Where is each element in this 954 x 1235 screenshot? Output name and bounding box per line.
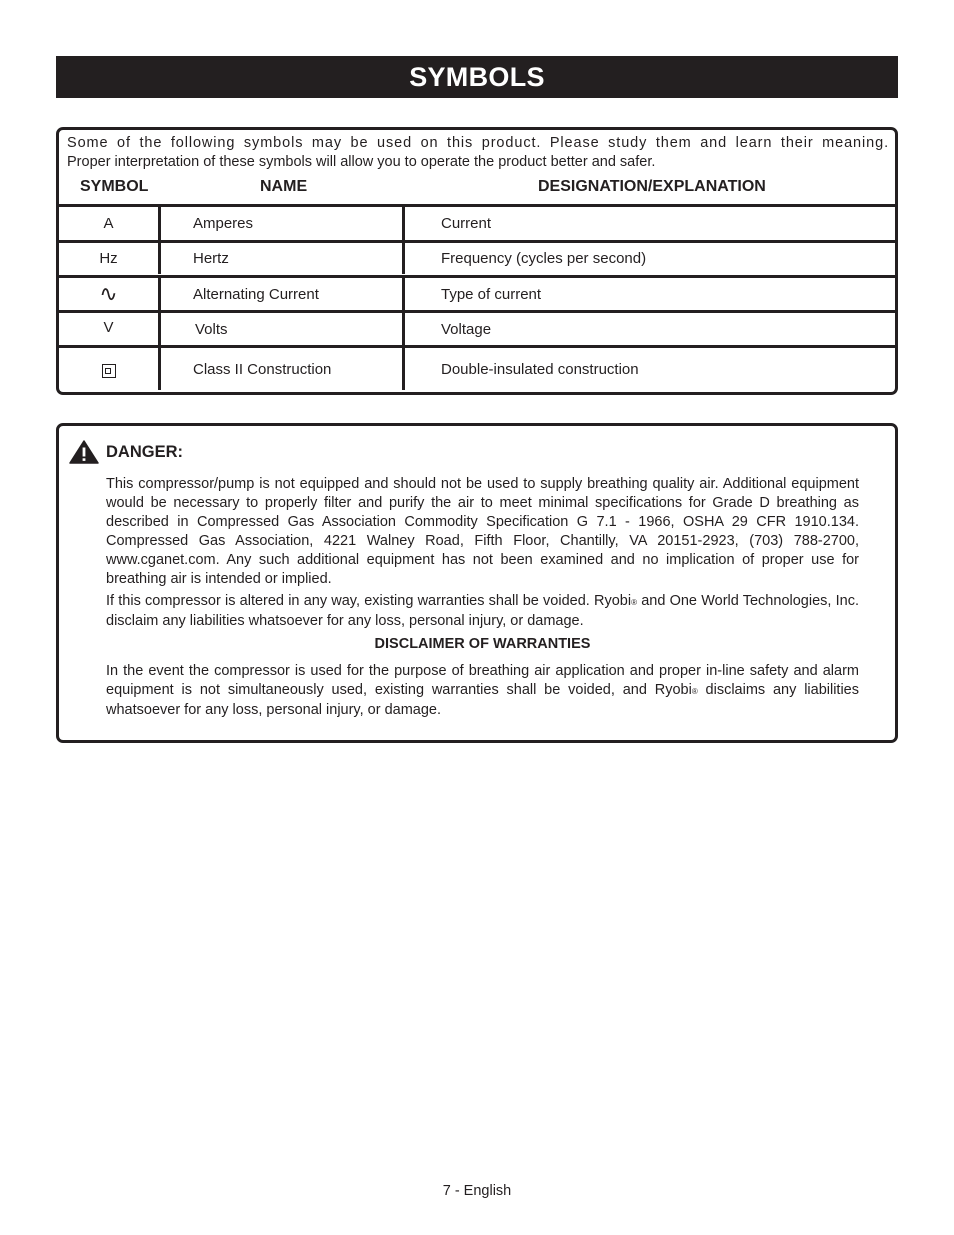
danger-p2-start: If this compressor is altered in any way, existing warranties shall be voided. Ryobi (106, 593, 632, 609)
warning-triangle-icon (69, 440, 99, 464)
danger-p3-end: disclaims any liabilities whatsoever for any loss, personal injury, or damage. (106, 682, 859, 718)
symbols-table (56, 127, 898, 395)
symbol-cell: V (59, 313, 161, 345)
disclaimer-title: DISCLAIMER OF WARRANTIES (374, 636, 591, 652)
ac-sine-icon: ∿ (59, 278, 161, 310)
name-cell: Volts (162, 313, 405, 345)
symbol-cell: Hz (59, 243, 161, 274)
symbol-cell: A (59, 207, 161, 240)
name-cell: Amperes (162, 207, 405, 240)
desc-cell: Double-insulated construction (441, 360, 639, 378)
table-row (59, 310, 895, 345)
class-ii-construction-icon (102, 364, 116, 378)
page-title-text: SYMBOLS (409, 61, 545, 92)
page-title (56, 56, 898, 98)
danger-paragraph-2 (106, 592, 859, 631)
danger-heading (69, 440, 183, 464)
registered-mark: ® (691, 687, 698, 696)
danger-label: DANGER: (106, 442, 183, 461)
name-cell: Alternating Current (162, 278, 405, 310)
desc-cell: Type of current (441, 285, 542, 303)
danger-p3-start: In the event the compressor is used for the purpose of breathing air application and proper in-line safety and alarm equipment is not simultaneously used, existing warranties shall be voided, and Ryobi (106, 663, 859, 698)
desc-cell: Frequency (cycles per second) (441, 250, 647, 267)
header-name: NAME (260, 178, 308, 195)
desc-cell: Voltage (441, 320, 492, 338)
table-row (59, 275, 895, 310)
desc-cell: Current (441, 215, 492, 232)
intro-line-1: Some of the following symbols may be used on this product. Please study them and learn their meaning. (67, 135, 889, 151)
symbols-intro (67, 134, 889, 172)
danger-p2-end: and One World Technologies, Inc. disclaim any liabilities whatsoever for any loss, personal injury, or damage. (106, 593, 859, 629)
intro-line-2: Proper interpretation of these symbols will allow you to operate the product better and safer. (67, 154, 656, 170)
symbol-cell (59, 348, 161, 390)
table-row (59, 204, 895, 240)
page-footer: 7 - English (442, 1183, 512, 1199)
name-cell: Hertz (162, 243, 405, 274)
danger-paragraph-1: This compressor/pump is not equipped and should not be used to supply breathing quality air. Additional equipment would be necessary to properly filter and purify the air to meet minimal specifications for Grade D breathing as described in Compressed Gas Association Commodity Specification G 7.1 - 1966, OSHA 29 CFR 1910.134. Compressed Gas Association, 4221 Walney Road, Fifth Floor, Chantilly, VA 20151-2923, (703) 788-2700, www.cganet.com. Any such additional equipment has not been examined and no implication of proper use for breathing air is intended or implied. (106, 476, 859, 587)
registered-mark: ® (631, 598, 637, 607)
table-row (59, 240, 895, 274)
header-symbol: SYMBOL (80, 178, 149, 195)
table-row (59, 345, 895, 390)
header-designation: DESIGNATION/EXPLANATION (538, 178, 766, 195)
danger-box (56, 423, 898, 743)
name-cell: Class II Construction (162, 348, 405, 390)
danger-paragraph-3 (106, 662, 859, 720)
